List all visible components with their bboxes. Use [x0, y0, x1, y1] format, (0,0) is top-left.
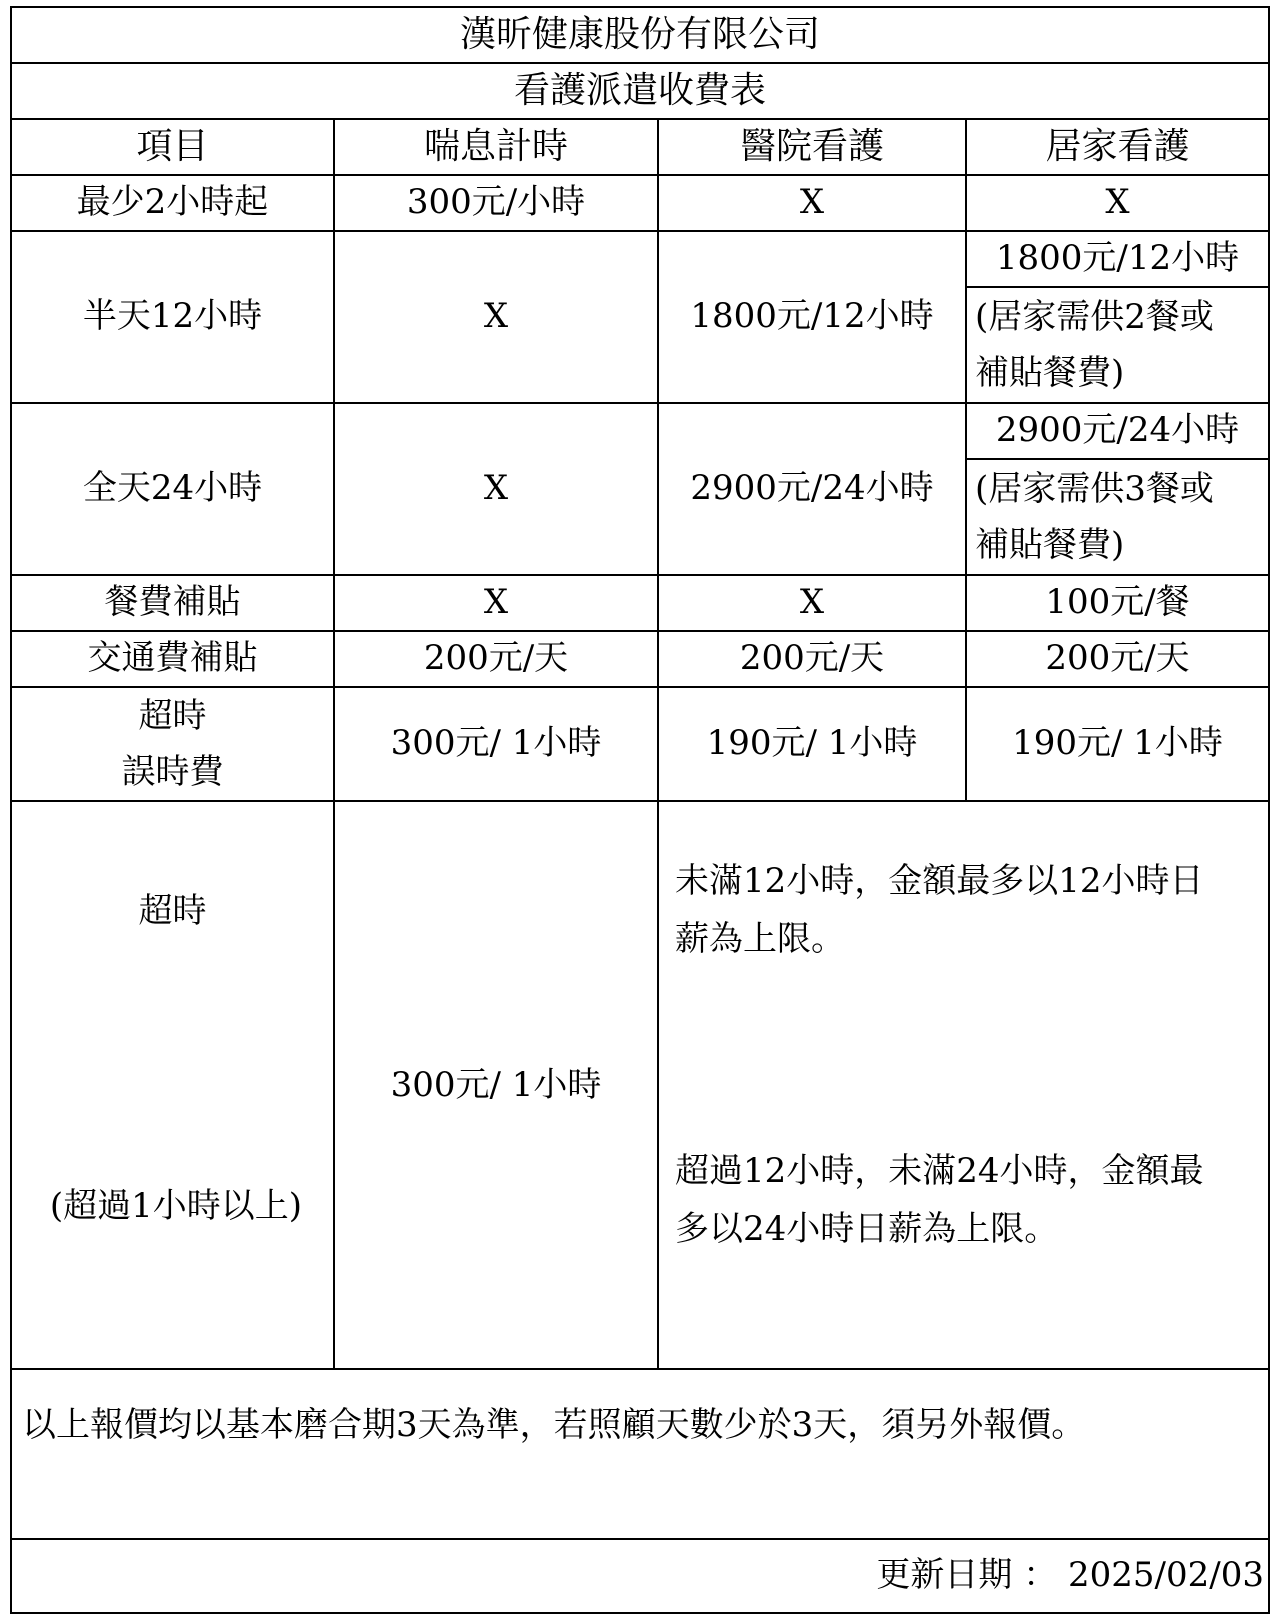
- row-half-home-note: (居家需供2餐或補貼餐費): [975, 297, 1214, 393]
- row-transport-item: 交通費補貼: [87, 638, 258, 679]
- row-meal-item: 餐費補貼: [104, 582, 241, 623]
- header-item: 項目: [136, 126, 209, 168]
- header-hospital: 醫院看護: [739, 126, 884, 168]
- row-min2h-item: 最少2小時起: [76, 182, 269, 223]
- row-delay-respite: 300元/ 1小時: [390, 723, 602, 764]
- row-full-home-note: (居家需供3餐或補貼餐費): [975, 469, 1214, 565]
- fee-table: [10, 6, 1270, 1614]
- row-overtime-item-line1: 超時: [138, 891, 207, 932]
- row-delay-item: [12, 688, 333, 800]
- row-full-hospital: 2900元/24小時: [690, 468, 934, 509]
- row-delay-item-line1: 超時: [138, 696, 207, 736]
- row-transport-hospital: 200元/天: [739, 638, 885, 679]
- row-full-home-rate: 2900元/24小時: [995, 410, 1240, 451]
- header-respite: 喘息計時: [423, 126, 568, 168]
- row-half-item: 半天12小時: [82, 296, 263, 337]
- update-date: 更新日期 ： 2025/02/03: [876, 1555, 1264, 1596]
- row-full-respite: X: [483, 468, 509, 509]
- row-overtime-note2: 超過12小時，未滿24小時，金額最多以24小時日薪為上限。: [675, 1151, 1204, 1249]
- row-delay-hospital: 190元/ 1小時: [706, 723, 918, 764]
- header-home: 居家看護: [1045, 126, 1190, 168]
- row-half-respite: X: [483, 296, 509, 337]
- table-title: 看護派遣收費表: [513, 70, 766, 112]
- row-overtime-item-line2: (超過1小時以上): [49, 1186, 303, 1226]
- row-full-item: 全天24小時: [82, 468, 263, 509]
- row-transport-respite: 200元/天: [423, 638, 569, 679]
- row-half-hospital: 1800元/12小時: [690, 296, 934, 337]
- row-transport-home: 200元/天: [1045, 638, 1190, 679]
- row-min2h-hospital: X: [799, 182, 825, 223]
- row-half-home-rate: 1800元/12小時: [995, 238, 1240, 279]
- company-name: 漢昕健康股份有限公司: [459, 14, 820, 56]
- row-min2h-respite: 300元/小時: [406, 182, 586, 223]
- row-min2h-home: X: [1105, 182, 1130, 223]
- row-meal-home: 100元/餐: [1045, 582, 1190, 623]
- row-overtime-note1: 未滿12小時，金額最多以12小時日薪為上限。: [675, 861, 1204, 959]
- row-meal-hospital: X: [799, 582, 825, 623]
- footnote: 以上報價均以基本磨合期3天為準，若照顧天數少於3天，須另外報價。: [22, 1405, 1086, 1445]
- row-overtime-respite: 300元/ 1小時: [390, 1065, 602, 1106]
- row-meal-respite: X: [483, 582, 509, 623]
- row-delay-item-line2: 誤時費: [121, 752, 224, 792]
- row-delay-home: 190元/ 1小時: [1012, 723, 1223, 764]
